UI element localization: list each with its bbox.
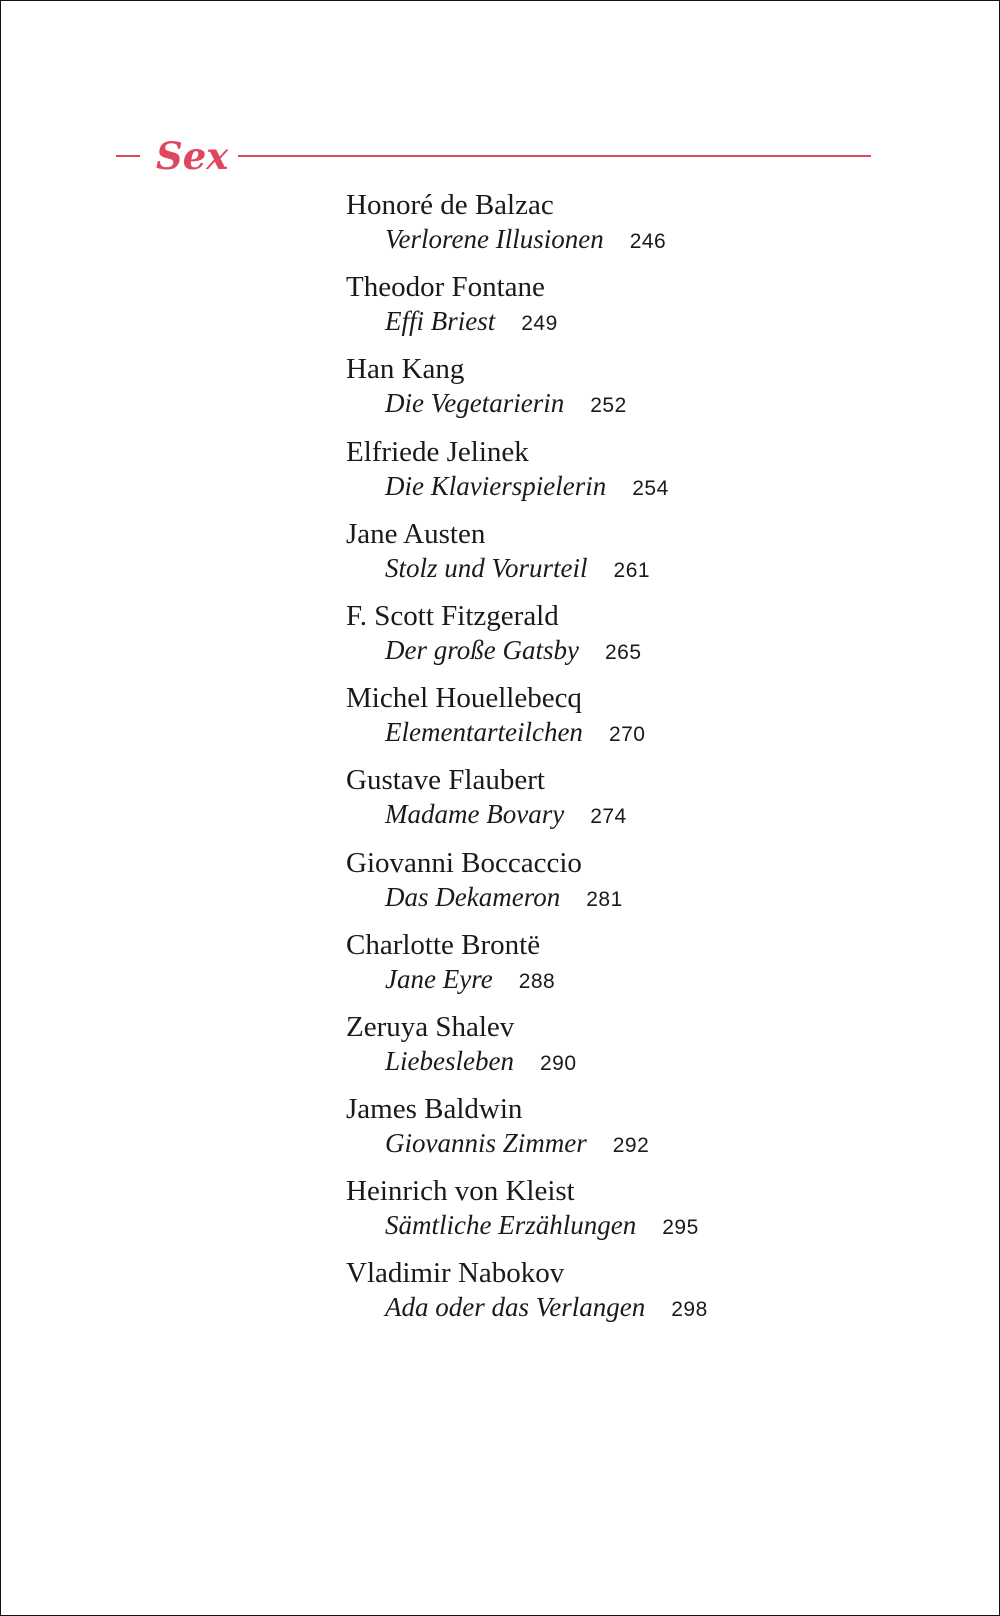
page-number: 292 — [612, 1134, 650, 1158]
work-title: Liebesleben — [385, 1045, 514, 1076]
page-number: 298 — [671, 1298, 708, 1322]
work-line — [346, 551, 906, 590]
work-title: Effi Briest — [385, 306, 496, 337]
page-number: 265 — [604, 640, 642, 664]
author-name: F. Scott Fitzgerald — [346, 599, 559, 632]
section-header — [116, 131, 871, 181]
work-title: Stolz und Vorurteil — [385, 552, 588, 583]
work-title: Elementarteilchen — [385, 717, 583, 748]
work-line — [346, 633, 906, 672]
list-item — [346, 352, 906, 434]
page-number: 295 — [662, 1216, 699, 1240]
work-line — [346, 880, 906, 919]
page-number: 252 — [590, 394, 627, 418]
list-item — [346, 517, 906, 599]
page-number: 288 — [518, 969, 556, 993]
work-title: Sämtliche Erzählungen — [385, 1210, 637, 1241]
list-item — [346, 599, 906, 681]
work-line — [346, 797, 906, 836]
author-name: Heinrich von Kleist — [346, 1175, 575, 1208]
author-name: James Baldwin — [346, 1093, 523, 1126]
author-name: Giovanni Boccaccio — [346, 846, 582, 879]
page-number: 290 — [539, 1051, 577, 1075]
work-line — [346, 1126, 906, 1165]
section-rule — [238, 155, 871, 157]
work-line — [346, 469, 906, 508]
work-line — [346, 715, 906, 754]
list-item — [346, 763, 906, 845]
page-number: 274 — [590, 805, 627, 829]
work-line — [346, 1208, 906, 1247]
list-item — [346, 1092, 906, 1174]
work-title: Die Vegetarierin — [385, 388, 565, 419]
work-title: Der große Gatsby — [385, 634, 579, 665]
author-name: Charlotte Brontë — [346, 928, 541, 961]
section-title: Sex — [156, 134, 229, 178]
section-dash — [116, 155, 140, 157]
work-title: Madame Bovary — [385, 799, 565, 830]
list-item — [346, 435, 906, 517]
list-item — [346, 1174, 906, 1256]
page-number: 261 — [613, 558, 651, 582]
work-title: Ada oder das Verlangen — [385, 1292, 646, 1323]
work-title: Giovannis Zimmer — [385, 1128, 587, 1159]
author-name: Honoré de Balzac — [346, 189, 554, 221]
work-line — [346, 1044, 906, 1083]
work-line — [346, 222, 906, 261]
page-number: 254 — [632, 476, 669, 500]
page-number: 249 — [521, 312, 558, 336]
author-name: Elfriede Jelinek — [346, 435, 529, 468]
entry-list — [346, 188, 906, 1339]
list-item — [346, 1256, 906, 1338]
author-name: Theodor Fontane — [346, 271, 545, 304]
author-name: Michel Houellebecq — [346, 682, 582, 715]
work-title: Die Klavierspielerin — [385, 470, 607, 501]
work-line — [346, 386, 906, 425]
author-name: Zeruya Shalev — [346, 1010, 515, 1043]
page-number: 246 — [629, 230, 667, 253]
list-item — [346, 681, 906, 763]
list-item — [346, 1010, 906, 1092]
work-line — [346, 304, 906, 343]
work-line — [346, 1290, 906, 1329]
list-item — [346, 928, 906, 1010]
author-name: Vladimir Nabokov — [346, 1257, 565, 1290]
author-name: Jane Austen — [346, 517, 486, 550]
author-name: Han Kang — [346, 353, 465, 386]
work-title: Das Dekameron — [385, 881, 561, 912]
list-item — [346, 270, 906, 352]
work-title: Verlorene Illusionen — [385, 224, 604, 254]
work-line — [346, 962, 906, 1001]
page-number: 270 — [608, 723, 646, 747]
list-item — [346, 188, 906, 270]
list-item — [346, 846, 906, 928]
page-number: 281 — [586, 887, 623, 911]
author-name: Gustave Flaubert — [346, 764, 545, 797]
work-title: Jane Eyre — [385, 963, 493, 994]
